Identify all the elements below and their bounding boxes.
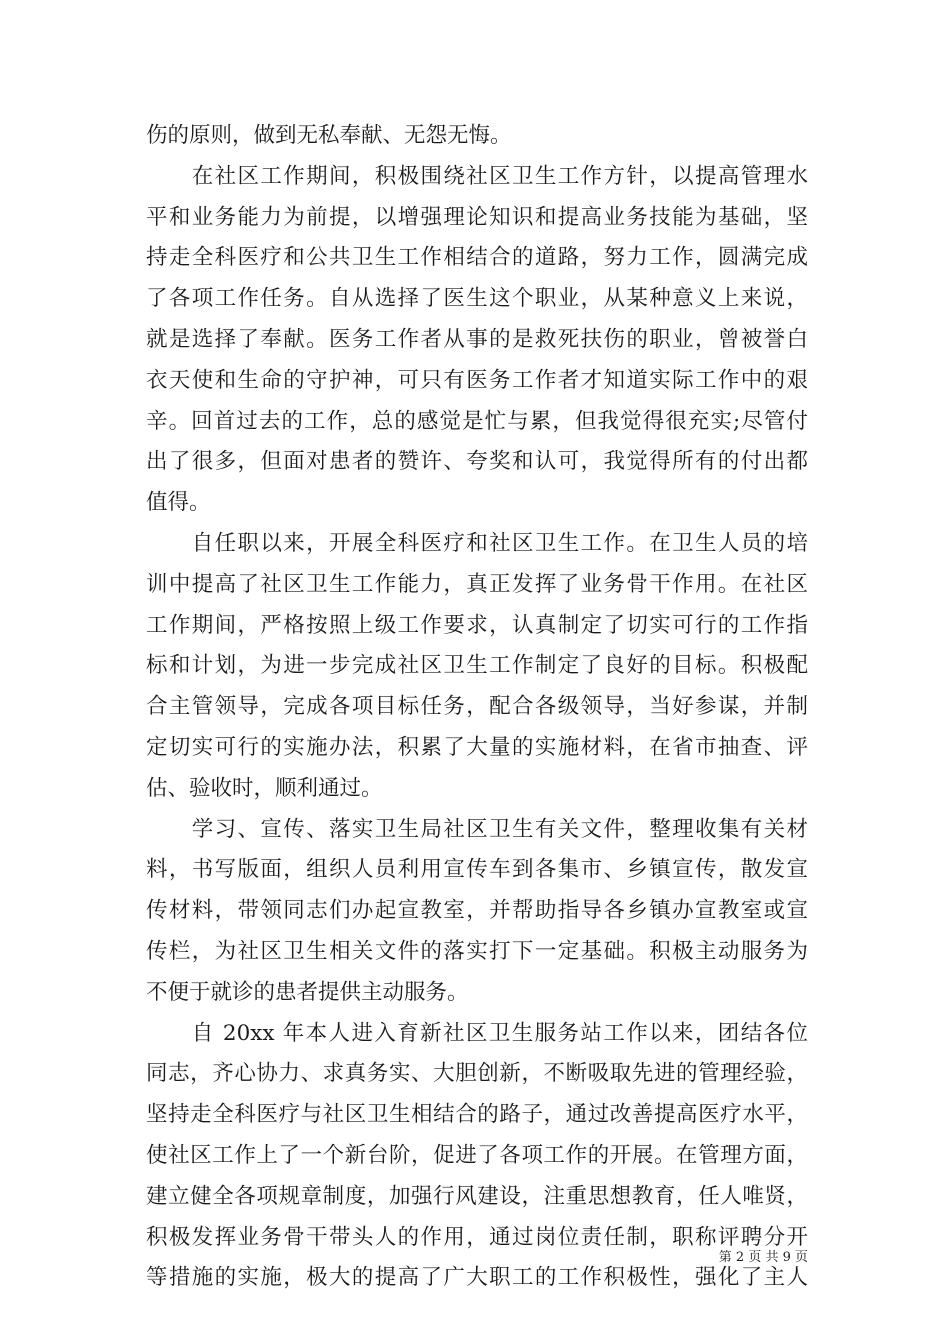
text-line: 合主管领导，完成各项目标任务，配合各级领导，当好参谋，并制: [146, 694, 808, 720]
text-line: 在社区工作期间，积极围绕社区卫生工作方针，以提高管理水: [146, 163, 808, 189]
text-line: 料，书写版面，组织人员利用宣传车到各集市、乡镇宣传，散发宣: [146, 857, 808, 883]
text-line: 出了很多，但面对患者的赞许、夸奖和认可，我觉得所有的付出都: [146, 449, 808, 475]
page-footer: 第 2 页 共 9 页: [718, 1250, 808, 1265]
text-line: 同志，齐心协力、求真务实、大胆创新，不断吸取先进的管理经验，: [146, 1061, 808, 1087]
text-line: 不便于就诊的患者提供主动服务。: [146, 979, 469, 1005]
text-line: 建立健全各项规章制度，加强行风建设，注重思想教育，任人唯贤，: [146, 1183, 808, 1209]
text-line: 使社区工作上了一个新台阶，促进了各项工作的开展。在管理方面，: [146, 1142, 808, 1168]
text-line: 自任职以来，开展全科医疗和社区卫生工作。在卫生人员的培: [146, 530, 808, 556]
text-line: 等措施的实施，极大的提高了广大职工的工作积极性，强化了主人: [146, 1265, 808, 1291]
document-body: [146, 116, 808, 1299]
text-line: 辛。回首过去的工作，总的感觉是忙与累，但我觉得很充实;尽管付: [146, 408, 808, 434]
text-line: 标和计划，为进一步完成社区卫生工作制定了良好的目标。积极配: [146, 653, 808, 679]
text-line: 持走全科医疗和公共卫生工作相结合的道路，努力工作，圆满完成: [146, 245, 808, 271]
text-line: 就是选择了奉献。医务工作者从事的是救死扶伤的职业，曾被誉白: [146, 326, 808, 352]
text-line: 训中提高了社区卫生工作能力，真正发挥了业务骨干作用。在社区: [146, 571, 808, 597]
text-line: 传栏，为社区卫生相关文件的落实打下一定基础。积极主动服务为: [146, 938, 808, 964]
text-line: 坚持走全科医疗与社区卫生相结合的路子，通过改善提高医疗水平，: [146, 1102, 808, 1128]
text-line: 估、验收时，顺利通过。: [146, 775, 383, 801]
text-line: 了各项工作任务。自从选择了医生这个职业，从某种意义上来说，: [146, 286, 808, 312]
text-line: 传材料，带领同志们办起宣教室，并帮助指导各乡镇办宣教室或宣: [146, 898, 808, 924]
text-line: 伤的原则，做到无私奉献、无怨无悔。: [146, 123, 512, 148]
text-line: 学习、宣传、落实卫生局社区卫生有关文件，整理收集有关材: [146, 816, 808, 842]
text-line: 平和业务能力为前提，以增强理论知识和提高业务技能为基础，坚: [146, 204, 808, 230]
text-line: 自 20xx 年本人进入育新社区卫生服务站工作以来，团结各位: [146, 1020, 808, 1046]
text-line: 工作期间，严格按照上级工作要求，认真制定了切实可行的工作指: [146, 612, 808, 638]
text-line: 值得。: [146, 490, 211, 516]
text-line: 衣天使和生命的守护神，可只有医务工作者才知道实际工作中的艰: [146, 367, 808, 393]
text-line: 积极发挥业务骨干带头人的作用，通过岗位责任制，职称评聘分开: [146, 1224, 808, 1250]
text-line: 定切实可行的实施办法，积累了大量的实施材料，在省市抽查、评: [146, 734, 808, 760]
